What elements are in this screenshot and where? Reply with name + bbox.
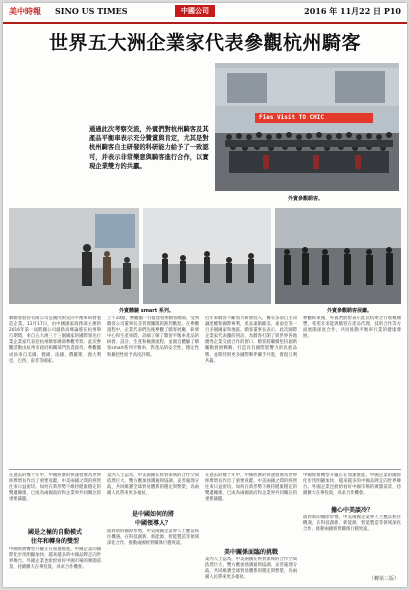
article-column-1: 騎騎客股份有限公司是國內領先的平衡車研發製造企業，11月17日，由中國國家商務部主辦的2016年第一屆跨國公司創新高峰論壇在杭州舉行期間，來自五大洲三十三個國家的國際領先行業企業家代表赴杭州騎客總部參觀考察。此次參觀活動由杭州市政府相關部門負責接待，參觀團成員來自美國、德國、法國、俄羅斯、澳大利亞、巴西、南非等國家。 [9,316,101,364]
left-photo-graphic [9,208,139,304]
right-photo-graphic [275,208,401,304]
group-photo-graphic [215,63,399,191]
lede-paragraph: 通過此次考察交流，外賓們對杭州騎客及其產品平衡車表示充分贊賞與肯定，尤其是對杭州騎客自主研發的科研能力給予了一致認可，并表示非常樂意與騎客進行合作，以實現企業雙方的共贏。 [89,126,209,170]
subhead-3: 美中關係面臨的挑戰 [223,549,278,556]
article-column-9: 在過去的幾十年中，中國經濟的快速發展為世界經濟增長作出了重要貢獻，中美兩國之間的經貿往來日益密切。如何在新形勢下維持健康穩定的雙邊關係，已成為兩國政府和企業界共同關注的重要議題。 [205,473,297,503]
right-photo-caption: 外賓參觀騎客展廳。 [327,308,373,314]
subhead-2 [107,509,199,527]
subhead-2-line1: 是中國如何的將 [131,511,174,518]
brand-chinese: 美中時報 [9,7,41,16]
section-divider [9,469,401,470]
article-column-4: 參觀結束後，外賓們紛紛表示此次杭州之行收穫頗豐，希望未來能與騎客在產品代理、技術合作等方面展開深度合作，共同推動平衡車行業的健康發展。 [303,316,401,340]
brand-english: SINO US TIMES [55,6,128,16]
subhead-1 [9,527,101,545]
group-photo [215,63,399,191]
subhead-2-line2: 中國領導人？ [134,520,171,527]
article-column-6: 中國經濟轉型升級正在加速推進，中國企業的國際化步伐明顯加快，越來越多的中國品牌走向世界舞台。外國企業也紛紛看好中國市場的廣闊前景，持續擴大在華投資，尋求合作機會。 [9,547,101,571]
subhead-1-line1: 國是之極的自動模式 [27,529,82,536]
subhead-1-line2: 往年和轉身的雙型 [30,538,79,545]
headline: 世界五大洲企業家代表參觀杭州騎客 [48,32,361,54]
newspaper-page [3,3,407,587]
page-header [3,3,407,24]
middle-photo [143,208,271,304]
issue-date: 2016 年 11月22 日 P10 [304,6,401,16]
right-photo [275,208,401,304]
article-column-10: 業內人士認為，中美兩國在經貿領域的合作空間依然巨大，雙方應加強溝通與協調，妥善處理分歧，共同維護全球貿易體系的穩定與繁榮，為兩國人民帶來更多福祉。 [205,557,297,581]
article-column-8: 面對新的國際形勢，中美兩國企業界人士應當抓住機遇，在科技創新、新能源、智能製造等領域深化合作，推動兩國經貿關係行穩致遠。 [107,529,199,547]
continued-note: （轉第三版） [368,576,399,582]
middle-photo-graphic [143,208,271,304]
left-photo [9,208,139,304]
article-column-3: 近年來騎客不斷加大研發投入，擁有多項自主知識產權和國際專利，產品遠銷歐美、東南亞等一百多個國家和地區。騎客董事長表示，此次國際企業家代表團的到訪，為騎客打開了與世界各地優秀企業交流合作的窗口，騎客將繼續堅持創新驅動發展戰略，打造具有國際影響力的民族品牌，並期待與更多國際夥伴攜手共進，實現互利共贏。 [205,316,297,364]
article-column-12: 面對新的國際形勢，中美兩國企業界人士應當抓住機遇，在科技創新、新能源、智能製造等領域深化合作，推動兩國經貿關係行穩致遠。 [303,515,401,533]
section-badge: 中國公司 [175,5,215,17]
article-column-5: 在過去的幾十年中，中國經濟的快速發展為世界經濟增長作出了重要貢獻，中美兩國之間的經貿往來日益密切。如何在新形勢下維持健康穩定的雙邊關係，已成為兩國政府和企業界共同關注的重要議題。 [9,473,101,503]
subhead-4: 擔心中美談冷？ [330,507,373,514]
article-column-11: 中國經濟轉型升級正在加速推進，中國企業的國際化步伐明顯加快，越來越多的中國品牌走向世界舞台。外國企業也紛紛看好中國市場的廣闊前景，持續擴大在華投資，尋求合作機會。 [303,473,401,497]
article-column-7: 業內人士認為，中美兩國在經貿領域的合作空間依然巨大，雙方應加強溝通與協調，妥善處理分歧，共同維護全球貿易體系的穩定與繁榮，為兩國人民帶來更多福祉。 [107,473,199,497]
left-photo-caption: 外賓體驗 smart 系列。 [119,308,174,314]
article-column-2: 上午10點，參觀團一行抵達杭州騎客總部，受到騎客公司董事長及管理團隊的熱烈歡迎。在參觀過程中，企業代表們先後參觀了騎客展廳、研發中心和生產車間，詳細了解了騎客平衡車產品的研發、設計、生產和檢測流程，並親自體驗了騎客smart系列平衡車，對產品的安全性、穩定性和操控性給予高度評價。 [107,316,199,358]
welcome-banner: Fies Visit TO CHIC [259,114,325,121]
group-photo-caption: 外賓參觀騎客。 [288,196,324,202]
